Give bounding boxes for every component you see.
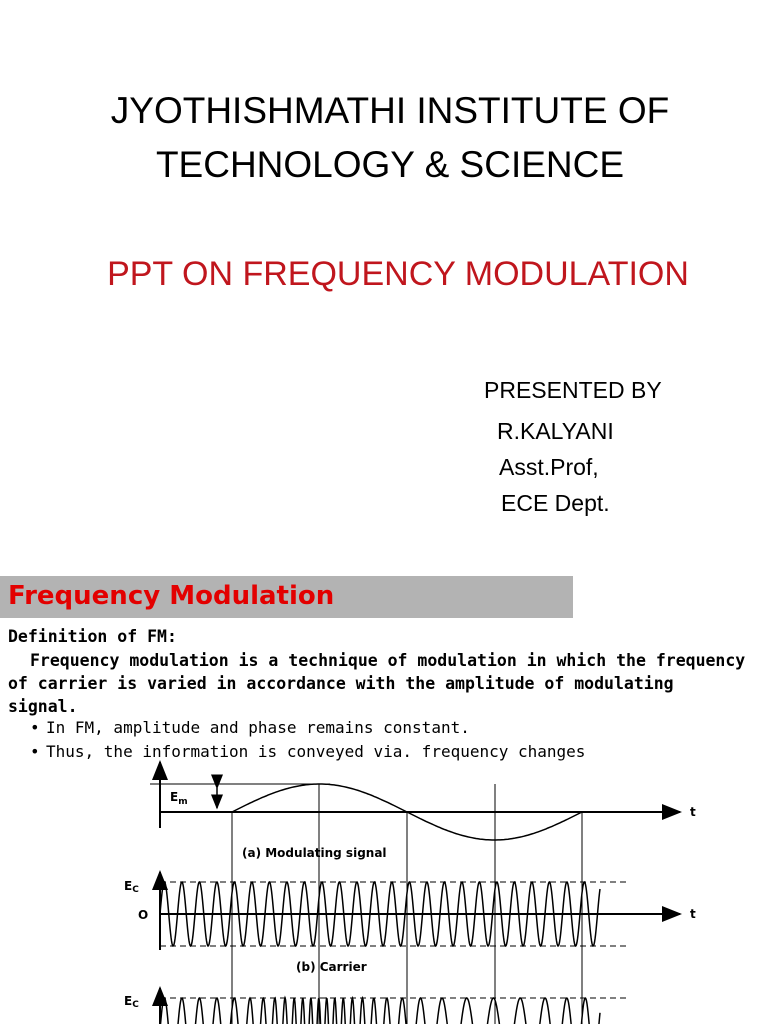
bullet-text: Thus, the information is conveyed via. frequency changes [46,742,586,761]
caption-modulating-signal: (a) Modulating signal [242,846,387,860]
bullet-text: In FM, amplitude and phase remains constant. [46,718,470,737]
ec-label: EC [124,879,139,895]
presented-by-label: PRESENTED BY [484,377,662,403]
t-axis-label-a: t [690,805,696,819]
fm-signal-plot [124,988,630,1024]
slide-header-bar [0,576,573,618]
bullet-dot-icon: • [30,718,40,737]
em-label: $E_m$ [170,790,188,807]
t-axis-label-b: t [690,907,696,921]
presentation-title: PPT ON FREQUENCY MODULATION [107,255,689,293]
caption-carrier: (b) Carrier [296,960,367,974]
presenter-position: Asst.Prof, [499,454,599,480]
definition-heading: Definition of FM: [8,627,177,646]
definition-text: Frequency modulation is a technique of modulation in which the frequency of carrier is varied in accordance with the amplitude of modulating signal. [8,651,746,716]
institute-name-line1: JYOTHISHMATHI INSTITUTE OF [110,90,670,131]
origin-label: O [138,908,149,922]
bullet-item [30,744,585,760]
bullet-dot-icon: • [30,742,40,761]
carrier-signal-plot [124,872,696,974]
ec-label-c: EC [124,994,139,1010]
presenter-department: ECE Dept. [501,490,610,516]
fm-waveform-diagram [0,760,768,1024]
institute-name-line2: TECHNOLOGY & SCIENCE [155,144,625,185]
slide-header-title: Frequency Modulation [8,581,335,611]
fm-slide [0,560,768,1024]
fm-sine-wave [160,998,600,1024]
bullet-item [30,720,470,736]
period-reference-lines [232,784,582,1024]
presenter-name: R.KALYANI [497,418,614,444]
